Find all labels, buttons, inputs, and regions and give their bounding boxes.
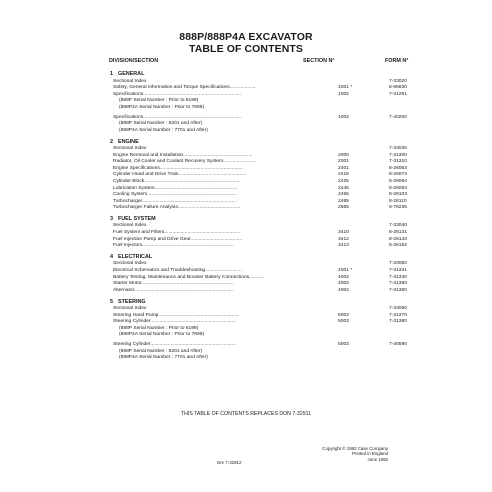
toc-entry [110,128,410,135]
entry-section-number: 2455 [338,192,349,198]
toc-entry [110,205,410,212]
entry-form-number: 8-26131 [389,230,407,236]
entry-label: (888P Serial Number : 6201 and After) [119,348,203,354]
entry-label: Sectional Index [113,145,147,151]
entry-section-number: 4001 * [338,268,353,274]
section-number: 4 [110,254,113,261]
toc-entry [110,146,410,153]
toc-entry [110,355,410,362]
entry-form-number: 7-31310 [389,159,407,165]
document-subtitle: TABLE OF CONTENTS [188,43,304,55]
entry-label: Specifications........................................................................ [113,114,242,120]
toc-entry [110,192,410,199]
entry-form-number: 7-31300 [389,152,407,158]
toc-entry [110,306,410,313]
section-number: 3 [110,216,113,223]
entry-form-number: 7-33060 [389,306,407,311]
toc-entry [110,268,410,275]
entry-form-number: 7-40590 [389,341,407,347]
entry-section-number: 1001 * [338,85,353,91]
toc-entry [110,243,410,250]
section-heading [110,70,410,79]
entry-form-number: 8-26084 [389,178,407,184]
entry-label: (888P4A Serial Number : 7701 and After) [119,355,208,361]
entry-section-number: 2465 [338,198,349,204]
entry-form-number: 7-31370 [389,312,407,318]
entry-label: (888P4A Serial Number : Prior to 7699) [119,104,205,110]
toc-entry [110,281,410,288]
form-number-header: FORM N° [385,58,409,64]
entry-label: (888P4A Serial Number : 7701 and After) [119,127,208,133]
entry-label: Engine Specifications............................................................. [113,165,243,171]
entry-section-number: 2425 [338,178,349,184]
entry-label: Engine Removal and Installation................................................... [113,152,253,158]
section-number: 1 [110,71,113,78]
section-heading [110,137,410,146]
entry-section-number: 3412 [338,236,349,242]
entry-label: Sectional Index [113,261,147,267]
toc-entry [110,172,410,179]
entry-label: Specifications........................................................................ [113,91,242,97]
toc-entry [110,85,410,92]
entry-label: Lubrication System............................................................. [113,185,238,191]
entry-label: Sectional Index [113,223,147,229]
toc-entry [110,98,410,105]
entry-form-number: 7-33050 [389,261,407,267]
entry-label: Starter Motor.................................................................... [113,281,234,287]
entry-section-number: 4003 [338,281,349,287]
toc-entry [110,105,410,112]
section-name: STEERING [118,298,146,305]
toc-entry [110,121,410,128]
section-name: ENGINE [118,138,139,145]
entry-section-number: 5002 [338,312,349,318]
copyright-block [300,446,388,462]
division-header: DIVISION/SECTION [109,58,159,64]
entry-section-number: 5003 [338,341,349,347]
section-name: FUEL SYSTEM [118,216,156,223]
entry-label: Sectional Index [113,306,147,311]
entry-label: Fuel Injectors................................................................... [113,243,234,249]
entry-section-number: 3413 [338,243,349,249]
toc-entry [110,159,410,166]
entry-label: Steering Cylinder............................................................... [113,341,236,347]
entry-form-number: 7-31340 [389,274,407,280]
entry-form-number: 7-33040 [389,223,407,229]
entry-form-number: 8-26073 [389,172,407,178]
toc-entry [110,342,410,349]
copyright-line: Copyright © 1992 Case Company [322,446,388,451]
toc-body [110,70,410,365]
printed-line: Printed in England [352,451,388,457]
entry-label: Electrical Schematics and Troubleshooting........................... [113,268,242,274]
entry-form-number: 8-26103 [389,192,407,198]
entry-label: (888P Serial Number : 6201 and After) [119,121,203,127]
entry-section-number: 2445 [338,185,349,191]
toc-section [110,297,410,361]
toc-section [110,215,410,250]
entry-form-number: 7-40200 [389,114,407,120]
entry-label: Fuel System and Filters........................................................ [113,230,241,236]
toc-section [110,253,410,295]
toc-section [110,70,410,134]
toc-entry [110,332,410,339]
entry-section-number: 2565 [338,205,349,211]
section-name: ELECTRICAL [118,254,153,261]
entry-label: Alternator......................................................................... [113,287,234,293]
entry-form-number: 7-31350 [389,281,407,287]
section-heading [110,297,410,306]
section-heading [110,253,410,262]
section-name: GENERAL [118,71,145,78]
entry-section-number: 2415 [338,172,349,178]
entry-form-number: 8-26152 [389,243,407,249]
entry-label: Steering Cylinder............................................................... [113,319,236,325]
section-number-header: SECTION N° [303,58,335,64]
entry-section-number: 1002 [338,91,349,97]
section-heading [110,215,410,224]
entry-label: Turbocharger Failure Analysis.............................................. [113,205,241,211]
entry-section-number: 2001 [338,159,349,165]
entry-form-number: 8-26143 [389,236,407,242]
entry-section-number: 5003 [338,319,349,325]
entry-form-number: 8-26110 [389,198,407,204]
entry-section-number: 3410 [338,230,349,236]
entry-section-number: 4004 [338,287,349,293]
entry-label: Cylinder Head and Drive Train.................................................. [113,172,247,178]
entry-label: Cooling System.................................................................. [113,192,237,198]
toc-entry [110,319,410,326]
entry-form-number: 8-26063 [389,165,407,171]
entry-form-number: 8-86630 [389,85,407,91]
toc-entry [110,288,410,295]
entry-section-number: 2401 [338,165,349,171]
entry-label: Sectional Index [113,78,147,84]
entry-label: (888P4A Serial Number : Prior to 7699) [119,332,205,338]
section-number: 2 [110,138,113,145]
entry-section-number: 2000 [338,152,349,158]
toc-section [110,137,410,212]
entry-label: Turbocharger...................................................................... [113,198,238,204]
entry-form-number: 7-31291 [389,91,407,97]
document-title: 888P/888P4A EXCAVATOR [179,31,313,43]
entry-form-number: 7-33030 [389,145,407,151]
replaces-note: THIS TABLE OF CONTENTS REPLACES DON 7-32911 [180,411,311,417]
entry-label: (888P Serial Number : Prior to 6199) [119,98,199,104]
entry-label: Fuel Injection Pump and Drive Gear...................................... [113,236,243,242]
entry-form-number: 9-78235 [389,205,407,211]
entry-section-number: 4002 [338,274,349,280]
toc-entry [110,179,410,186]
section-number: 5 [110,298,113,305]
entry-label: Steering Hand Pump........................................................... [113,312,239,318]
entry-label: Radiator, Oil Cooler and Coolant Recovery System........................ [113,159,256,165]
entry-form-number: 7-33020 [389,78,407,84]
entry-label: (888P Serial Number : Prior to 6199) [119,325,199,331]
toc-entry [110,230,410,237]
entry-label: Safety, General Information and Torque Specifications................... [113,85,256,91]
date-line: June 1992 [367,456,388,462]
entry-form-number: 7-31331 [389,268,407,274]
entry-section-number: 1002 [338,114,349,120]
entry-label: Battery Testing, Maintenance and Booster Battery Connections........... [113,274,265,280]
entry-form-number: 8-26093 [389,185,407,191]
document-reference: Dre 7-32912 [217,460,242,465]
entry-form-number: 7-31380 [389,319,407,325]
entry-label: Cylinder Block...................................................................... [113,178,240,184]
entry-form-number: 7-31360 [389,287,407,293]
